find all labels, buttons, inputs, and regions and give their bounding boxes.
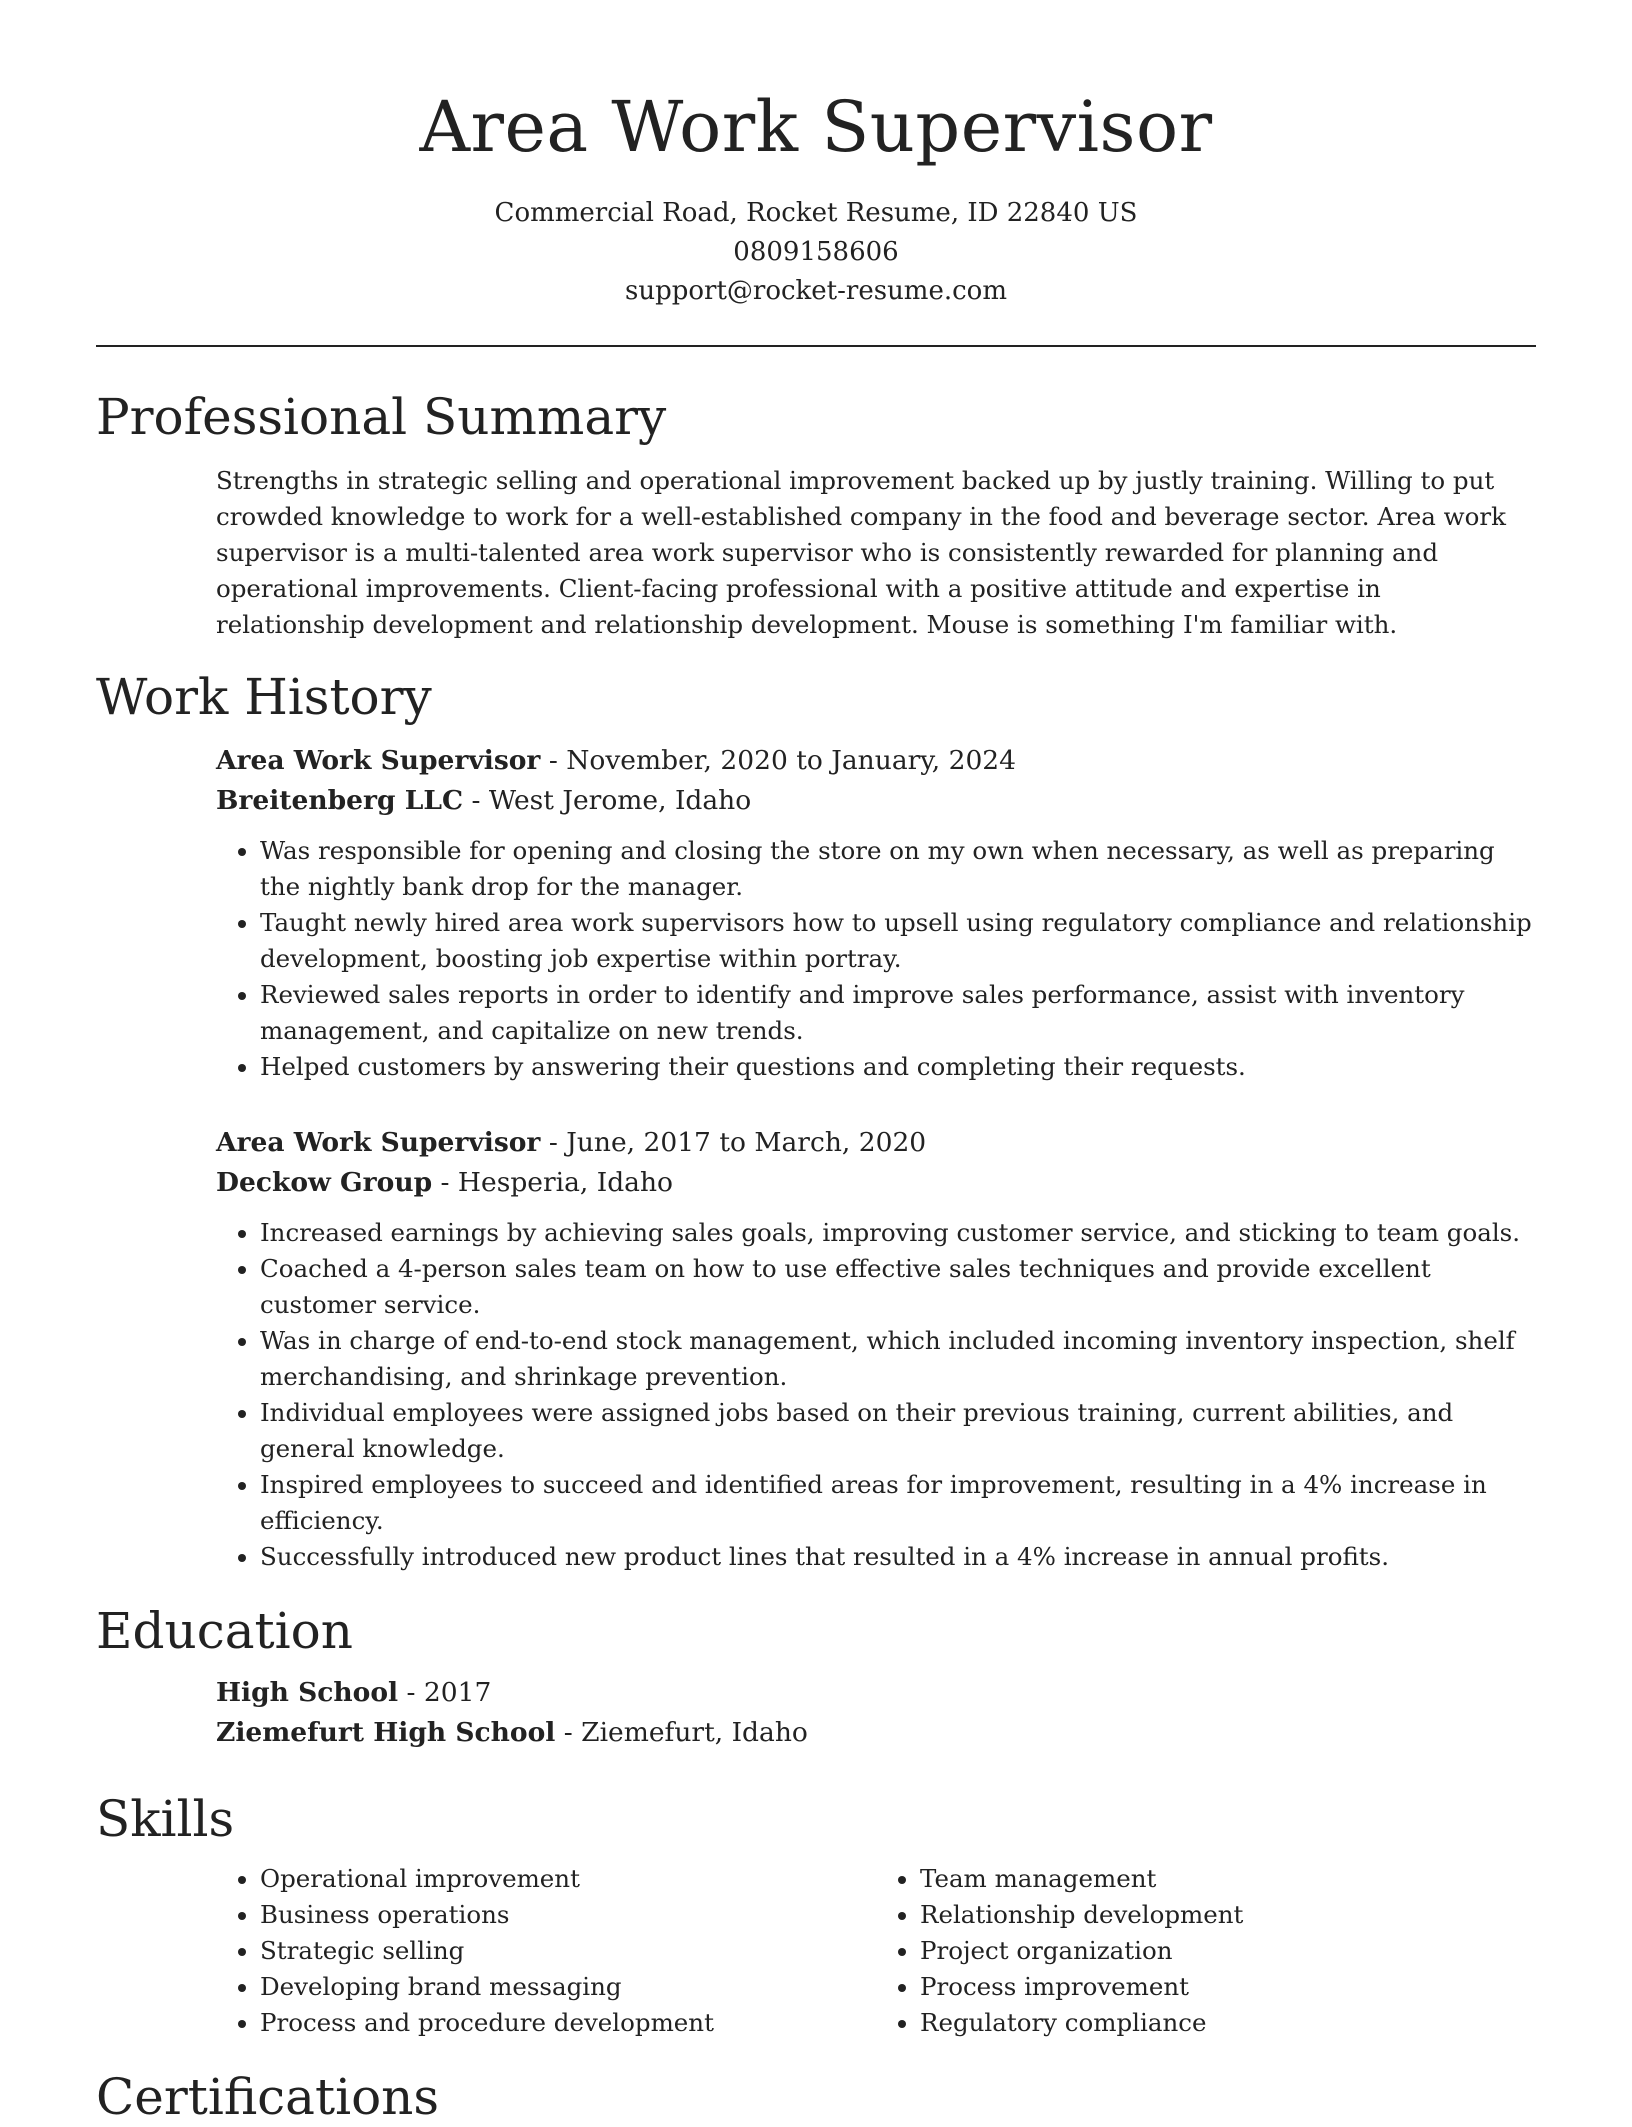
email-address: support@rocket-resume.com — [624, 276, 1007, 306]
education-school-line — [216, 1713, 1536, 1753]
job-title-line — [216, 1123, 1536, 1163]
education-location: - Ziemefurt, Idaho — [555, 1717, 808, 1748]
education-year: - 2017 — [398, 1677, 492, 1708]
summary-heading: Professional Summary — [96, 388, 667, 446]
summary-text: Strengths in strategic selling and operational improvement backed up by justly training. Willing to put crowded knowledge to work for a well-established company in the food and beverage sector. Area work supervisor is a multi-talented area work supervisor who is consistently rewarded for planning and operational improvements. Client-facing professional with a positive attitude and expertise in relationship development and relationship development. Mouse is something I'm familiar with. — [216, 466, 1506, 639]
job-company-line — [216, 1163, 1536, 1203]
contact-info — [96, 194, 1536, 311]
job-bullet-list — [216, 833, 1536, 1085]
address: Commercial Road, Rocket Resume, ID 22840 US — [494, 198, 1138, 228]
job-bullet: • Was responsible for opening and closing the store on my own when necessary, as well as preparing the nightly bank drop for the manager. — [260, 833, 1536, 905]
job-company-line — [216, 781, 1536, 821]
job-company: Breitenberg LLC — [216, 785, 464, 816]
job-role: Area Work Supervisor — [216, 1127, 541, 1158]
skill-item: • Process improvement — [920, 1969, 1536, 2005]
job-bullet: • Inspired employees to succeed and identified areas for improvement, resulting in a 4% increase in efficiency. — [260, 1467, 1536, 1539]
resume-header — [96, 0, 1536, 311]
job-bullet: • Reviewed sales reports in order to identify and improve sales performance, assist with inventory management, and capitalize on new trends. — [260, 977, 1536, 1049]
education-degree: High School — [216, 1677, 399, 1708]
skill-item: • Operational improvement — [260, 1861, 876, 1897]
phone-number: 0809158606 — [733, 237, 899, 267]
header-divider — [96, 345, 1536, 347]
job-bullet: • Helped customers by answering their questions and completing their requests. — [260, 1049, 1536, 1085]
job-dates: - November, 2020 to January, 2024 — [540, 745, 1017, 776]
skills-heading: Skills — [96, 1790, 235, 1848]
skill-item: • Team management — [920, 1861, 1536, 1897]
job-title-line — [216, 741, 1536, 781]
skill-item: • Business operations — [260, 1897, 876, 1933]
skills-list-left — [216, 1861, 876, 2041]
job-dates: - June, 2017 to March, 2020 — [540, 1127, 927, 1158]
work-history-heading: Work History — [96, 668, 432, 726]
education-heading: Education — [96, 1602, 353, 1660]
skill-item: • Strategic selling — [260, 1933, 876, 1969]
skill-item: • Process and procedure development — [260, 2005, 876, 2041]
skill-item: • Developing brand messaging — [260, 1969, 876, 2005]
job-company: Deckow Group — [216, 1167, 433, 1198]
resume-page — [96, 0, 1536, 2127]
job-role: Area Work Supervisor — [216, 745, 541, 776]
job-bullet: • Successfully introduced new product lines that resulted in a 4% increase in annual profits. — [260, 1539, 1536, 1575]
education-school: Ziemefurt High School — [216, 1717, 556, 1748]
job-bullet: • Individual employees were assigned jobs based on their previous training, current abilities, and general knowledge. — [260, 1395, 1536, 1467]
job-bullet: • Coached a 4-person sales team on how to use effective sales techniques and provide excellent customer service. — [260, 1251, 1536, 1323]
education-degree-line — [216, 1673, 1536, 1713]
job-bullet-list — [216, 1215, 1536, 1575]
job-location: - West Jerome, Idaho — [463, 785, 752, 816]
skills-list-right — [876, 1861, 1536, 2041]
skill-item: • Project organization — [920, 1933, 1536, 1969]
job-bullet: • Taught newly hired area work supervisors how to upsell using regulatory compliance and relationship development, boosting job expertise within portray. — [260, 905, 1536, 977]
job-bullet: • Was in charge of end-to-end stock management, which included incoming inventory inspection, shelf merchandising, and shrinkage prevention. — [260, 1323, 1536, 1395]
skill-item: • Relationship development — [920, 1897, 1536, 1933]
job-entry — [96, 1123, 1536, 1575]
certifications-heading: Certifications — [96, 2068, 440, 2126]
skill-item: • Regulatory compliance — [920, 2005, 1536, 2041]
job-bullet: • Increased earnings by achieving sales goals, improving customer service, and sticking to team goals. — [260, 1215, 1536, 1251]
skills-columns — [96, 1861, 1536, 2041]
job-entry — [96, 741, 1536, 1085]
education-entry — [96, 1673, 1536, 1753]
job-location: - Hesperia, Idaho — [432, 1167, 674, 1198]
candidate-name: Area Work Supervisor — [419, 86, 1213, 168]
